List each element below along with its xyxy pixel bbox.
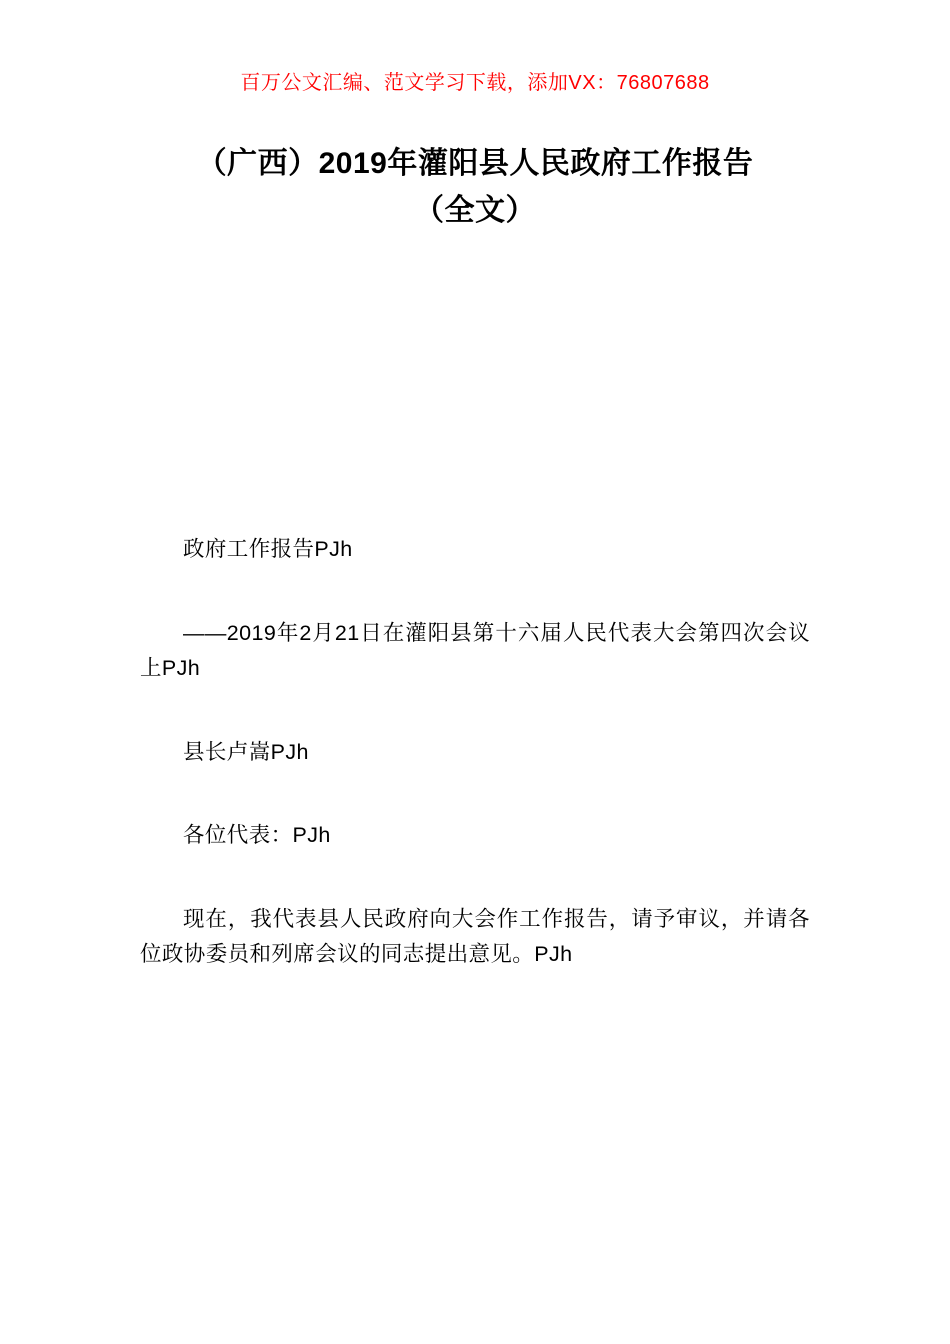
paragraph: 各位代表：PJh <box>183 823 331 848</box>
page-title-line-1: （广西）2019年灌阳县人民政府工作报告 <box>196 147 754 180</box>
page-title <box>140 141 810 234</box>
paragraph: 县长卢嵩PJh <box>183 739 309 764</box>
page-title-line-2: （全文） <box>414 193 536 227</box>
document-body <box>140 532 810 972</box>
watermark-text: 百万公文汇编、范文学习下载，添加VX：76807688 <box>240 72 710 94</box>
paragraph: 现在，我代表县人民政府向大会作工作报告，请予审议，并请各位政协委员和列席会议的同志提出意见。PJh <box>140 907 810 967</box>
title-body-gap <box>140 254 810 532</box>
paragraph: ——2019年2月21日在灌阳县第十六届人民代表大会第四次会议上PJh <box>140 620 810 680</box>
paragraph: 政府工作报告PJh <box>183 537 353 562</box>
